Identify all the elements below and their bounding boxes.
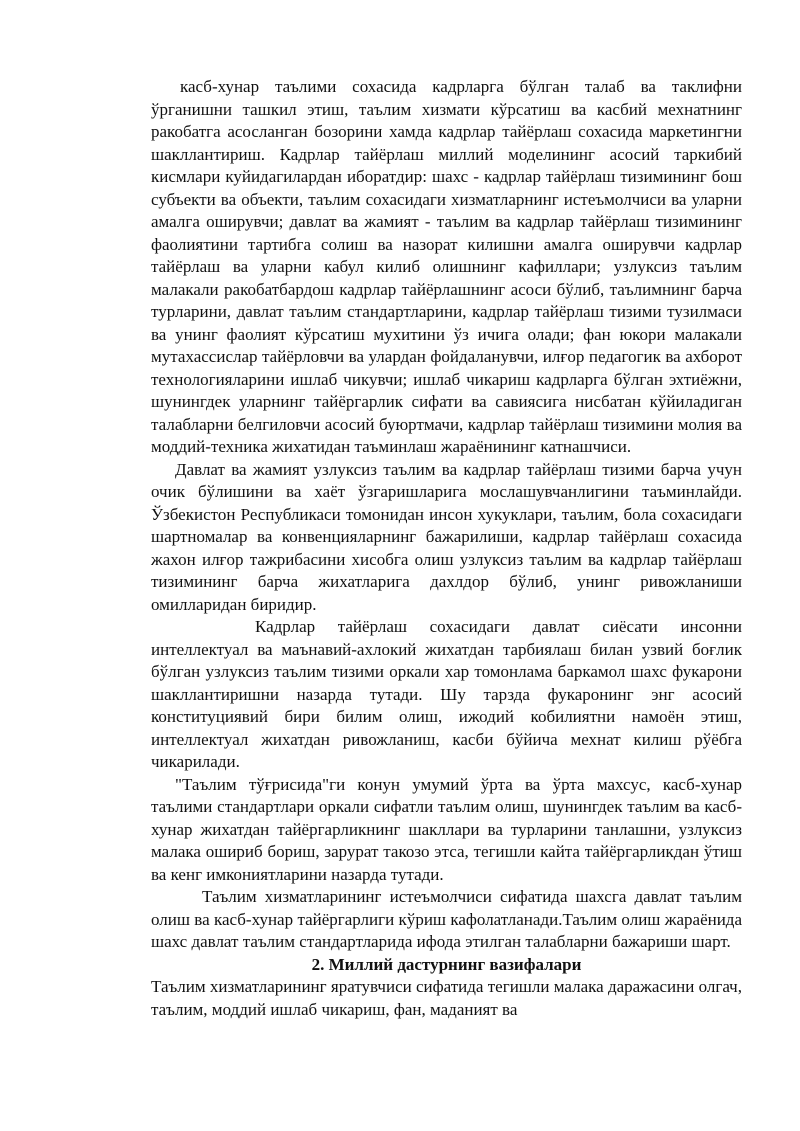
section-heading: 2. Миллий дастурнинг вазифалари (311, 954, 582, 974)
paragraph-5: Таълим хизматларининг истеъмолчиси сифатида шахсга давлат таълим олиш ва касб-хунар тайёргарлиги кўриш кафолатланади.Таълим олиш жараёнида шахс давлат таълим стандартларида ифода этилган талабларни бажариши шарт. (151, 887, 742, 951)
paragraph-1: касб-хунар таълими сохасида кадрларга бўлган талаб ва таклифни ўрганишни ташкил этиш, таълим хизмати кўрсатиш ва касбий мехнатнинг ракобатга асосланган бозорини хамда кадрлар тайёрлаш сохасида маркетингни шакллантириш. Кадрлар тайёрлаш миллий моделининг асосий таркибий кисмлари куйидагилардан иборатдир: шахс - кадрлар тайёрлаш тизимининг бош субъекти ва объекти, таълим сохасидаги хизматларнинг истеъмолчиси ва уларни амалга оширувчи; давлат ва жамият - таълим ва кадрлар тайёрлаш тизимининг фаолиятини тартибга солиш ва назорат килишни амалга оширувчи кадрлар тайёрлаш ва уларни кабул килиб олишнинг кафиллари; узлуксиз таълим малакали ракобатбардош кадрлар тайёрлашнинг асоси бўлиб, таълимнинг барча турларини, давлат таълим стандартларини, кадрлар тайёрлаш тизими тузилмаси ва унинг фаолият кўрсатиш мухитини ўз ичига олади; фан юкори малакали мутахассислар тайёрловчи ва улардан фойдаланувчи, илғор педагогик ва ахборот технологияларини ишлаб чикувчи; ишлаб чикариш кадрларга бўлган эхтиёжни, шунингдек уларнинг тайёргарлик сифати ва савиясига нисбатан кўйиладиган талабларни белгиловчи асосий буюртмачи, кадрлар тайёрлаш тизимини молия ва моддий-техника жихатидан таъминлаш жараёнининг катнашчиси. (151, 77, 742, 456)
document-body (151, 76, 742, 1021)
paragraph-3: Кадрлар тайёрлаш сохасидаги давлат сиёсати инсонни интеллектуал ва маънавий-ахлокий жихатдан тарбиялаш билан узвий боғлик бўлган узлуксиз таълим тизими оркали хар томонлама баркамол шахс фукарони шакллантиришни назарда тутади. Шу тарзда фукаронинг энг асосий конституциявий бири билим олиш, ижодий кобилиятни намоён этиш, интеллектуал жихатдан ривожланиш, касби бўйича мехнат килиш рўёбга чикарилади. (151, 617, 742, 771)
paragraph-6: Таълим хизматларининг яратувчиси сифатида тегишли малака даражасини олгач, таълим, моддий ишлаб чикариш, фан, маданият ва (151, 977, 742, 1019)
paragraph-2: Давлат ва жамият узлуксиз таълим ва кадрлар тайёрлаш тизими барча учун очик бўлишини ва хаёт ўзгаришларига мослашувчанлигини таъминлайди. Ўзбекистон Республикаси томонидан инсон хукуклари, таълим, бола сохасидаги шартномалар ва конвенцияларнинг бажарилиши, кадрлар тайёрлаш сохасида жахон илғор тажрибасини хисобга олиш узлуксиз таълим ва кадрлар тайёрлаш тизимининг барча жихатларига дахлдор бўлиб, унинг ривожланиши омилларидан биридир. (151, 459, 742, 614)
paragraph-4: "Таълим тўғрисида"ги конун умумий ўрта ва ўрта махсус, касб-хунар таълими стандартлари оркали сифатли таълим олиш, шунингдек таълим ва касб-хунар жихатдан тайёргарликнинг шакллари ва турларини танлашни, узлуксиз малака ошириб бориш, зарурат такозо этса, тегишли кайта тайёргарликдан ўтиш ва кенг имкониятларини назарда тутади. (151, 774, 742, 884)
